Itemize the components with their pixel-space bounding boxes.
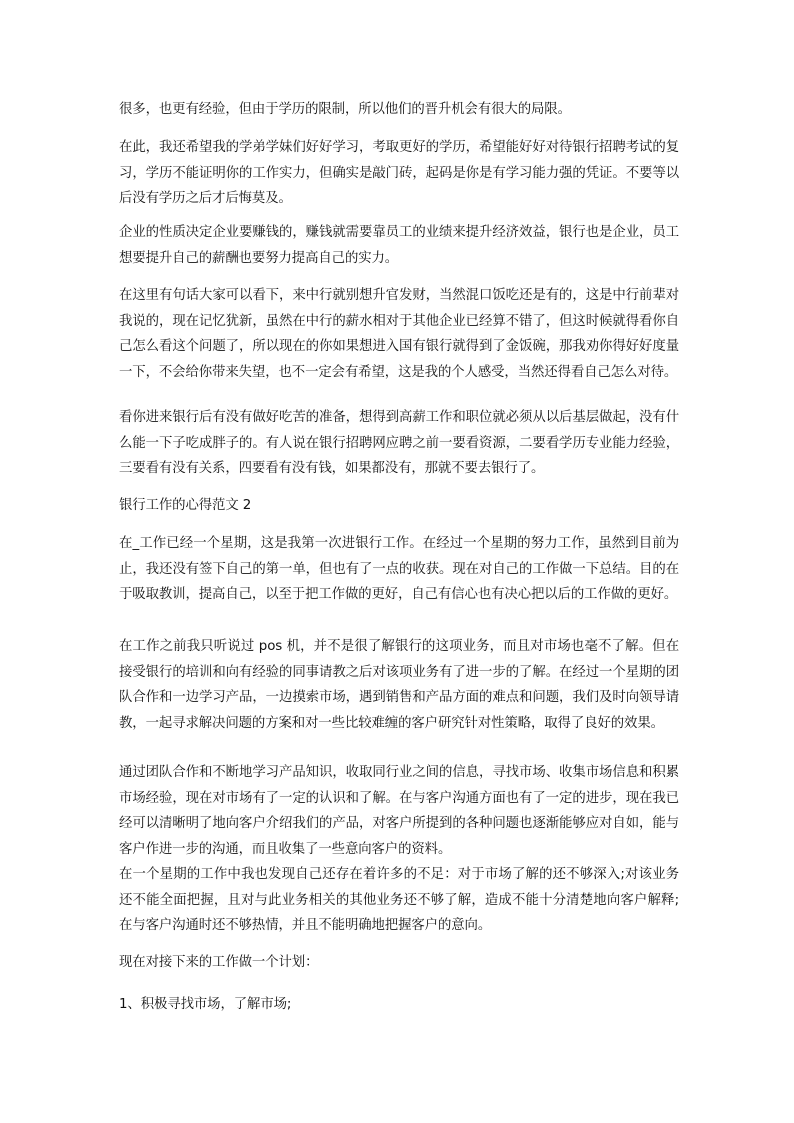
section-heading: 银行工作的心得范文 2: [119, 498, 252, 513]
list-item-1: 1、积极寻找市场，了解市场;: [119, 997, 292, 1012]
paragraph-4: 在这里有句话大家可以看下，来中行就别想升官发财，当然混口饭吃还是有的，这是中行前辈对我说的，现在记忆犹新，虽然在中行的薪水相对于其他企业已经算不错了，但这时候就得看你自己怎么看这个问题了，所以现在的你如果想进入国有银行就得到了金饭碗，那我劝你得好好度量一下，不会给你带来失望，也不一定会有希望，这是我的个人感受，当然还得看自己怎么对待。: [119, 288, 679, 380]
paragraph-2: 在此，我还希望我的学弟学妹们好好学习，考取更好的学历，希望能好好对待银行招聘考试的复习，学历不能证明你的工作实力，但确实是敲门砖，起码是你是有学习能力强的凭证。不要等以后没有学历之后才后悔莫及。: [119, 140, 679, 207]
paragraph-9: 在一个星期的工作中我也发现自己还存在着许多的不足：对于市场了解的还不够深入;对该业务还不能全面把握，且对与此业务相关的其他业务还不够了解，造成不能十分清楚地向客户解释;在与客户沟通时还不够热情，并且不能明确地把握客户的意向。: [119, 867, 679, 934]
paragraph-7: 在工作之前我只听说过 pos 机，并不是很了解银行的这项业务，而且对市场也毫不了解。但在接受银行的培训和向有经验的同事请教之后对该项业务有了进一步的了解。在经过一个星期的团队合作和一边学习产品，一边摸索市场，遇到销售和产品方面的难点和问题，我们及时向领导请教，一起寻求解决问题的方案和对一些比较难缠的客户研究针对性策略，取得了良好的效果。: [119, 639, 679, 731]
paragraph-6: 在_工作已经一个星期，这是我第一次进银行工作。在经过一个星期的努力工作，虽然到目前为止，我还没有签下自己的第一单，但也有了一点的收获。现在对自己的工作做一下总结。目的在于吸取教训，提高自己，以至于把工作做的更好，自己有信心也有决心把以后的工作做的更好。: [119, 536, 679, 603]
paragraph-3: 企业的性质决定企业要赚钱的，赚钱就需要靠员工的业绩来提升经济效益，银行也是企业，员工想要提升自己的薪酬也要努力提高自己的实力。: [119, 225, 679, 266]
paragraph-8: 通过团队合作和不断地学习产品知识，收取同行业之间的信息，寻找市场、收集市场信息和积累市场经验，现在对市场有了一定的认识和了解。在与客户沟通方面也有了一定的进步，现在我已经可以清晰明了地向客户介绍我们的产品，对客户所提到的各种问题也逐渐能够应对自如，能与客户作进一步的沟通，而且收集了一些意向客户的资料。: [119, 765, 679, 857]
paragraph-10: 现在对接下来的工作做一个计划：: [119, 955, 319, 970]
paragraph-1: 很多，也更有经验，但由于学历的限制，所以他们的晋升机会有很大的局限。: [119, 102, 571, 117]
paragraph-5: 看你进来银行后有没有做好吃苦的准备，想得到高薪工作和职位就必须从以后基层做起，没有什么能一下子吃成胖子的。有人说在银行招聘网应聘之前一要看资源，二要看学历专业能力经验，三要看有没有关系，四要看有没有钱，如果都没有，那就不要去银行了。: [119, 410, 679, 477]
